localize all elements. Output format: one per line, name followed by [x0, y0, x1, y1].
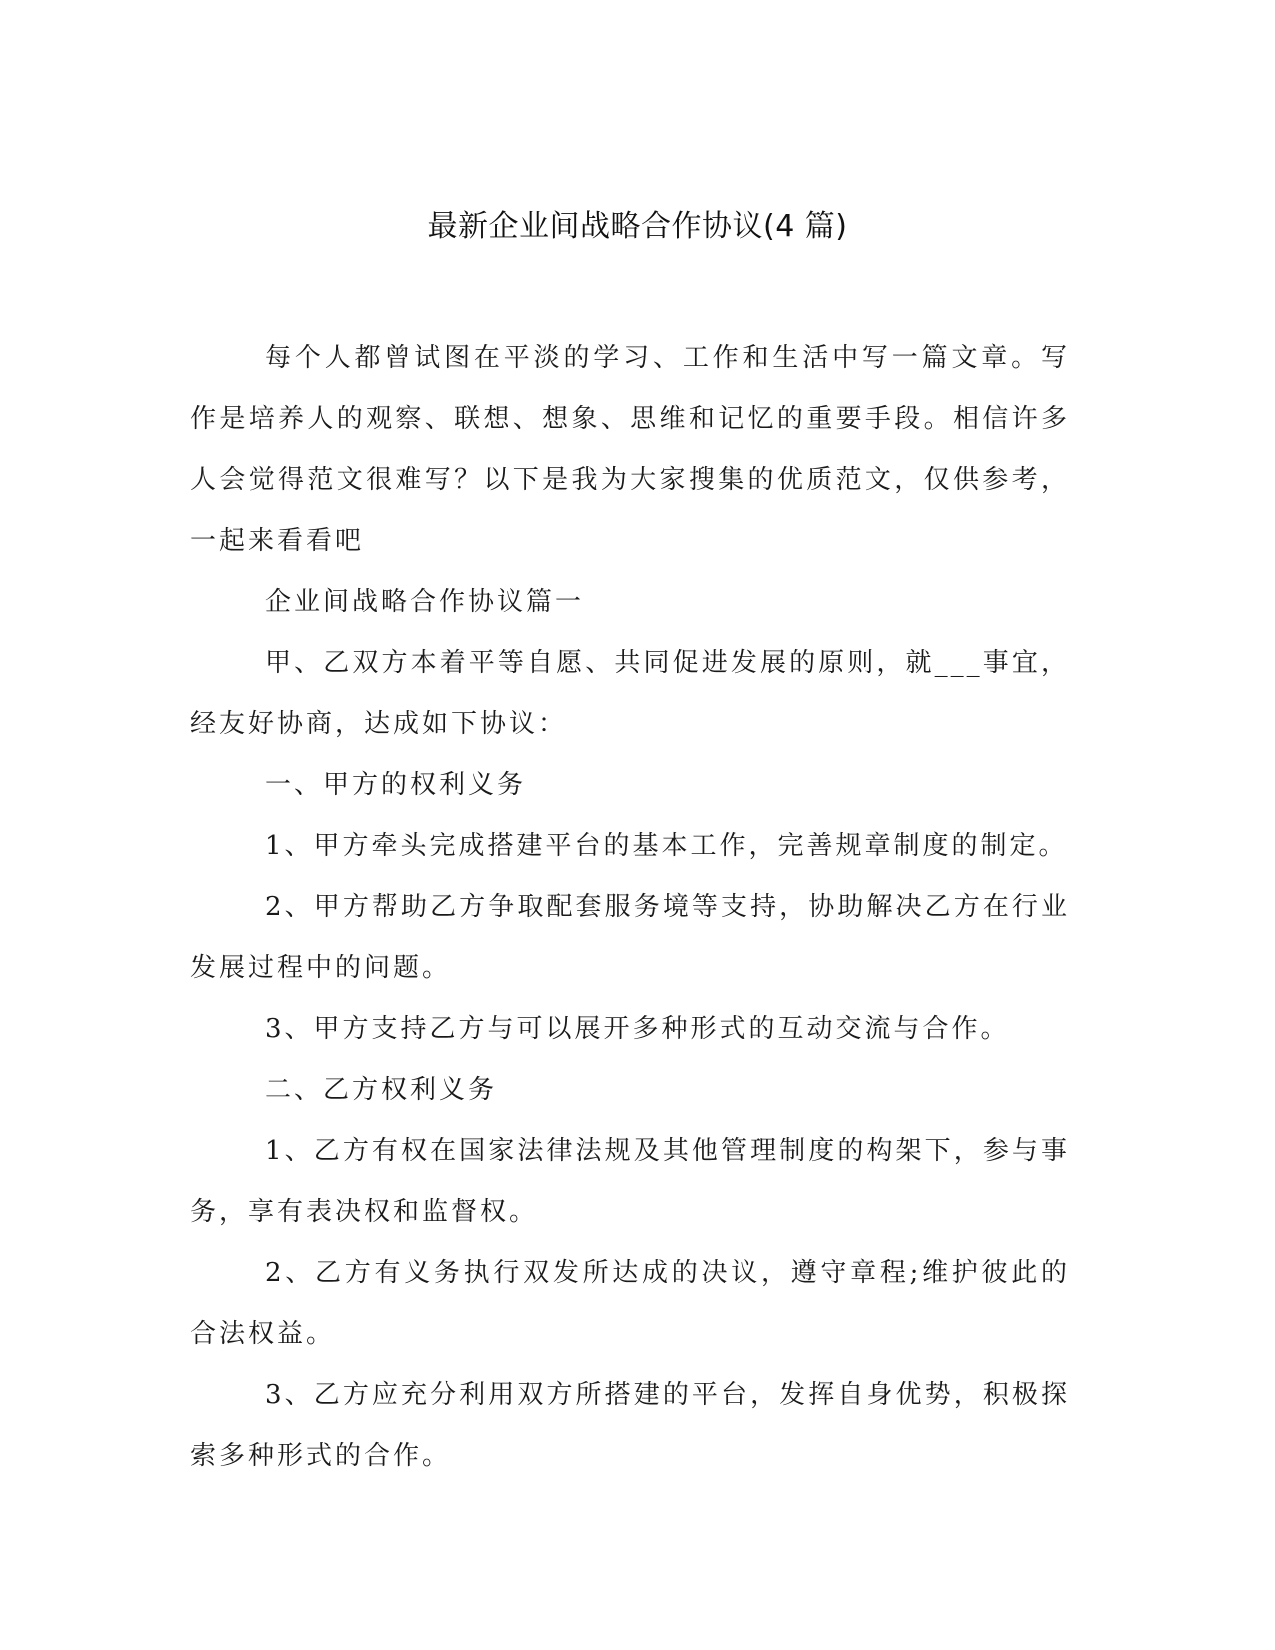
paragraph-intro: 每个人都曾试图在平淡的学习、工作和生活中写一篇文章。写作是培养人的观察、联想、想象、思维和记忆的重要手段。相信许多人会觉得范文很难写？以下是我为大家搜集的优质范文，仅供参考，一起来看看吧 [190, 343, 1070, 556]
paragraph-party-b-item-1: 1、乙方有权在国家法律法规及其他管理制度的构架下，参与事务，享有表决权和监督权。 [190, 1136, 1070, 1227]
paragraph-party-b-item-3: 3、乙方应充分利用双方所搭建的平台，发挥自身优势，积极探索多种形式的合作。 [190, 1380, 1070, 1471]
paragraph-party-a-item-2: 2、甲方帮助乙方争取配套服务境等支持，协助解决乙方在行业发展过程中的问题。 [190, 892, 1070, 983]
document-title: 最新企业间战略合作协议(4 篇) [427, 209, 848, 244]
paragraph-section-heading: 企业间战略合作协议篇一 [265, 587, 585, 617]
paragraph-party-a-heading: 一、甲方的权利义务 [265, 770, 527, 800]
paragraph-party-b-heading: 二、乙方权利义务 [265, 1075, 498, 1105]
paragraph-party-a-item-1: 1、甲方牵头完成搭建平台的基本工作，完善规章制度的制定。 [265, 831, 1068, 861]
paragraph-preamble: 甲、乙双方本着平等自愿、共同促进发展的原则，就___事宜，经友好协商，达成如下协议： [190, 648, 1070, 739]
paragraph-party-a-item-3: 3、甲方支持乙方与可以展开多种形式的互动交流与合作。 [265, 1014, 1010, 1044]
paragraph-party-b-item-2: 2、乙方有义务执行双发所达成的决议，遵守章程;维护彼此的合法权益。 [190, 1258, 1070, 1349]
document-body [190, 328, 1070, 1487]
